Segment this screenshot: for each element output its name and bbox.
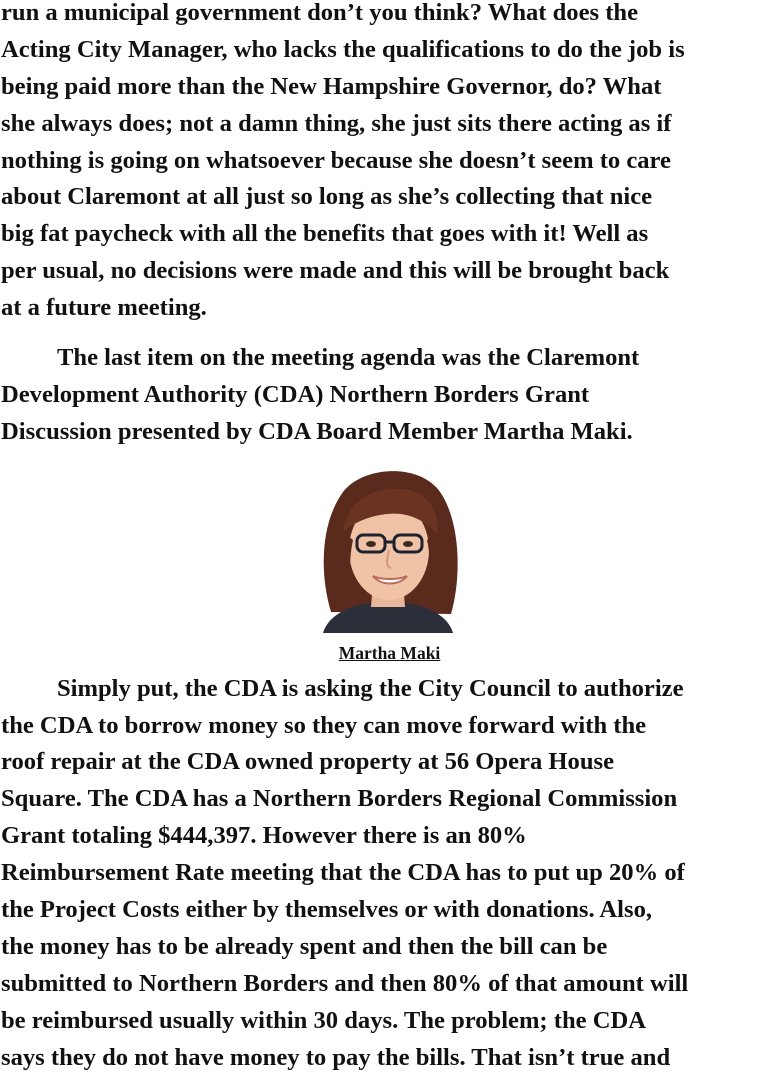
text-line: the Project Costs either by themselves or with donations. Also, bbox=[1, 896, 653, 924]
text-line: Simply put, the CDA is asking the City Council to authorize bbox=[57, 674, 684, 702]
text-line: the money has to be already spent and then the bill can be bbox=[1, 932, 608, 960]
text-line: The last item on the meeting agenda was the Claremont bbox=[57, 344, 640, 372]
text-line: nothing is going on whatsoever because she doesn’t seem to care bbox=[1, 146, 671, 174]
portrait-photo bbox=[313, 462, 463, 633]
text-line: at a future meeting. bbox=[1, 294, 207, 322]
portrait-figure bbox=[0, 451, 777, 671]
text-line: be reimbursed usually within 30 days. The problem; the CDA bbox=[1, 1006, 646, 1034]
text-line: Grant totaling $444,397. However there is an 80% bbox=[1, 822, 527, 850]
text-line: Square. The CDA has a Northern Borders Regional Commission bbox=[1, 785, 678, 813]
text-line: run a municipal government don’t you think? What does the bbox=[1, 0, 639, 26]
paragraph-cda bbox=[0, 671, 777, 1077]
text-line: about Claremont at all just so long as she’s collecting that nice bbox=[1, 183, 653, 211]
text-line: submitted to Northern Borders and then 80% of that amount will bbox=[1, 969, 689, 997]
text-line: Development Authority (CDA) Northern Borders Grant bbox=[1, 380, 590, 408]
text-line: roof repair at the CDA owned property at 56 Opera House bbox=[1, 748, 614, 776]
photo-caption: Martha Maki bbox=[338, 642, 441, 663]
woman-portrait-icon bbox=[313, 462, 463, 633]
text-line: Discussion presented by CDA Board Member Martha Maki. bbox=[1, 417, 633, 445]
text-line: she always does; not a damn thing, she just sits there acting as if bbox=[1, 109, 672, 137]
text-line: big fat paycheck with all the benefits that goes with it! Well as bbox=[1, 220, 649, 248]
text-line: the CDA to borrow money so they can move forward with the bbox=[1, 711, 647, 739]
text-line: per usual, no decisions were made and this will be brought back bbox=[1, 257, 670, 285]
text-line: being paid more than the New Hampshire Governor, do? What bbox=[1, 72, 662, 100]
text-line: Acting City Manager, who lacks the qualifications to do the job is bbox=[1, 35, 685, 63]
text-line: says they do not have money to pay the bills. That isn’t true and bbox=[1, 1043, 671, 1071]
text-line: Reimbursement Rate meeting that the CDA has to put up 20% of bbox=[1, 859, 685, 887]
paragraph-agenda bbox=[0, 340, 777, 451]
paragraph-continued bbox=[0, 0, 777, 327]
